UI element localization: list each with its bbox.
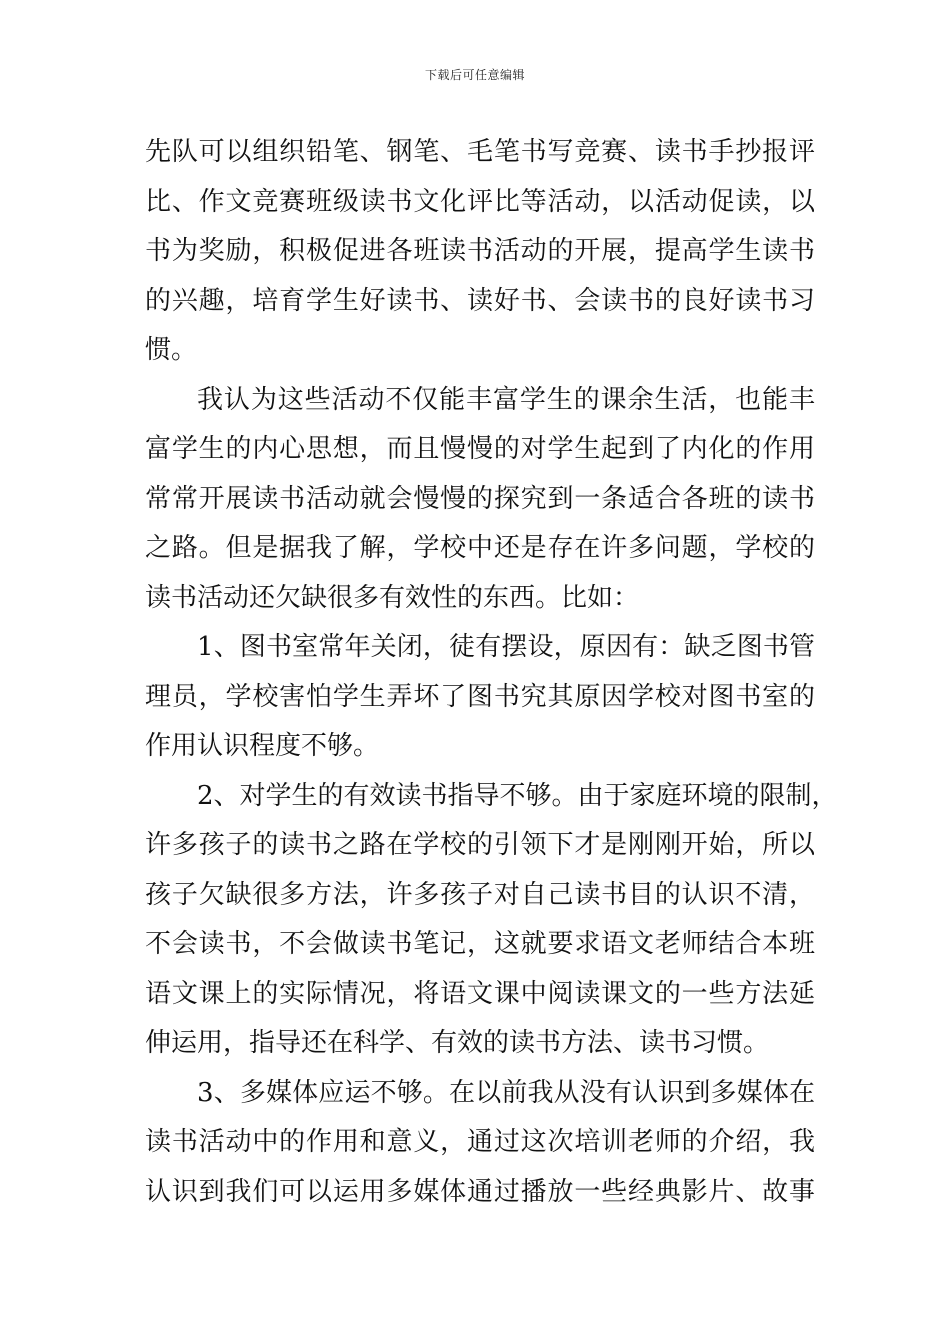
paragraph-3-line-2: 理员，学校害怕学生弄坏了图书究其原因学校对图书室的	[145, 681, 815, 712]
paragraph-1-line-1: 先队可以组织铅笔、钢笔、毛笔书写竞赛、读书手抄报评	[145, 137, 815, 167]
paragraph-4-line-4: 不会读书，不会做读书笔记，这就要求语文老师结合本班	[145, 929, 815, 959]
paragraph-2-line-2: 富学生的内心思想，而且慢慢的对学生起到了内化的作用	[145, 434, 815, 464]
paragraph-4-line-5: 语文课上的实际情况，将语文课中阅读课文的一些方法延	[145, 978, 815, 1009]
paragraph-2-line-4: 之路。但是据我了解，学校中还是存在许多问题，学校的	[145, 533, 815, 563]
paragraph-2-line-5: 读书活动还欠缺很多有效性的东西。比如：	[145, 582, 640, 613]
paragraph-4-line-6: 伸运用，指导还在科学、有效的读书方法、读书习惯。	[145, 1028, 770, 1058]
paragraph-1-line-4: 的兴趣，培育学生好读书、读好书、会读书的良好读书习	[145, 285, 815, 316]
paragraph-3-line-3: 作用认识程度不够。	[145, 731, 380, 761]
paragraph-3-line-1: 1、图书室常年关闭，徒有摆设，原因有：缺乏图书管	[197, 632, 815, 662]
paragraph-5-line-1: 3、多媒体应运不够。在以前我从没有认识到多媒体在	[197, 1077, 815, 1108]
document-body	[145, 128, 838, 1217]
paragraph-5-line-2: 读书活动中的作用和意义，通过这次培训老师的介绍，我	[145, 1127, 815, 1157]
paragraph-1-line-3: 书为奖励，积极促进各班读书活动的开展，提高学生读书	[145, 236, 815, 266]
paragraph-2-line-1: 我认为这些活动不仅能丰富学生的课余生活，也能丰	[197, 384, 815, 415]
paragraph-5-line-3: 认识到我们可以运用多媒体通过播放一些经典影片、故事	[145, 1176, 815, 1207]
paragraph-1-line-5: 惯。	[145, 335, 198, 365]
paragraph-1-line-2: 比、作文竞赛班级读书文化评比等活动，以活动促读，以	[145, 186, 815, 217]
paragraph-4-line-2: 许多孩子的读书之路在学校的引领下才是刚刚开始，所以	[145, 830, 815, 860]
paragraph-4-line-3: 孩子欠缺很多方法，许多孩子对自己读书目的认识不清，	[145, 879, 815, 910]
page-header: 下载后可任意编辑	[424, 68, 525, 82]
paragraph-4-line-1: 2、对学生的有效读书指导不够。由于家庭环境的限制，	[197, 780, 838, 811]
paragraph-2-line-3: 常常开展读书活动就会慢慢的探究到一条适合各班的读书	[145, 483, 815, 514]
